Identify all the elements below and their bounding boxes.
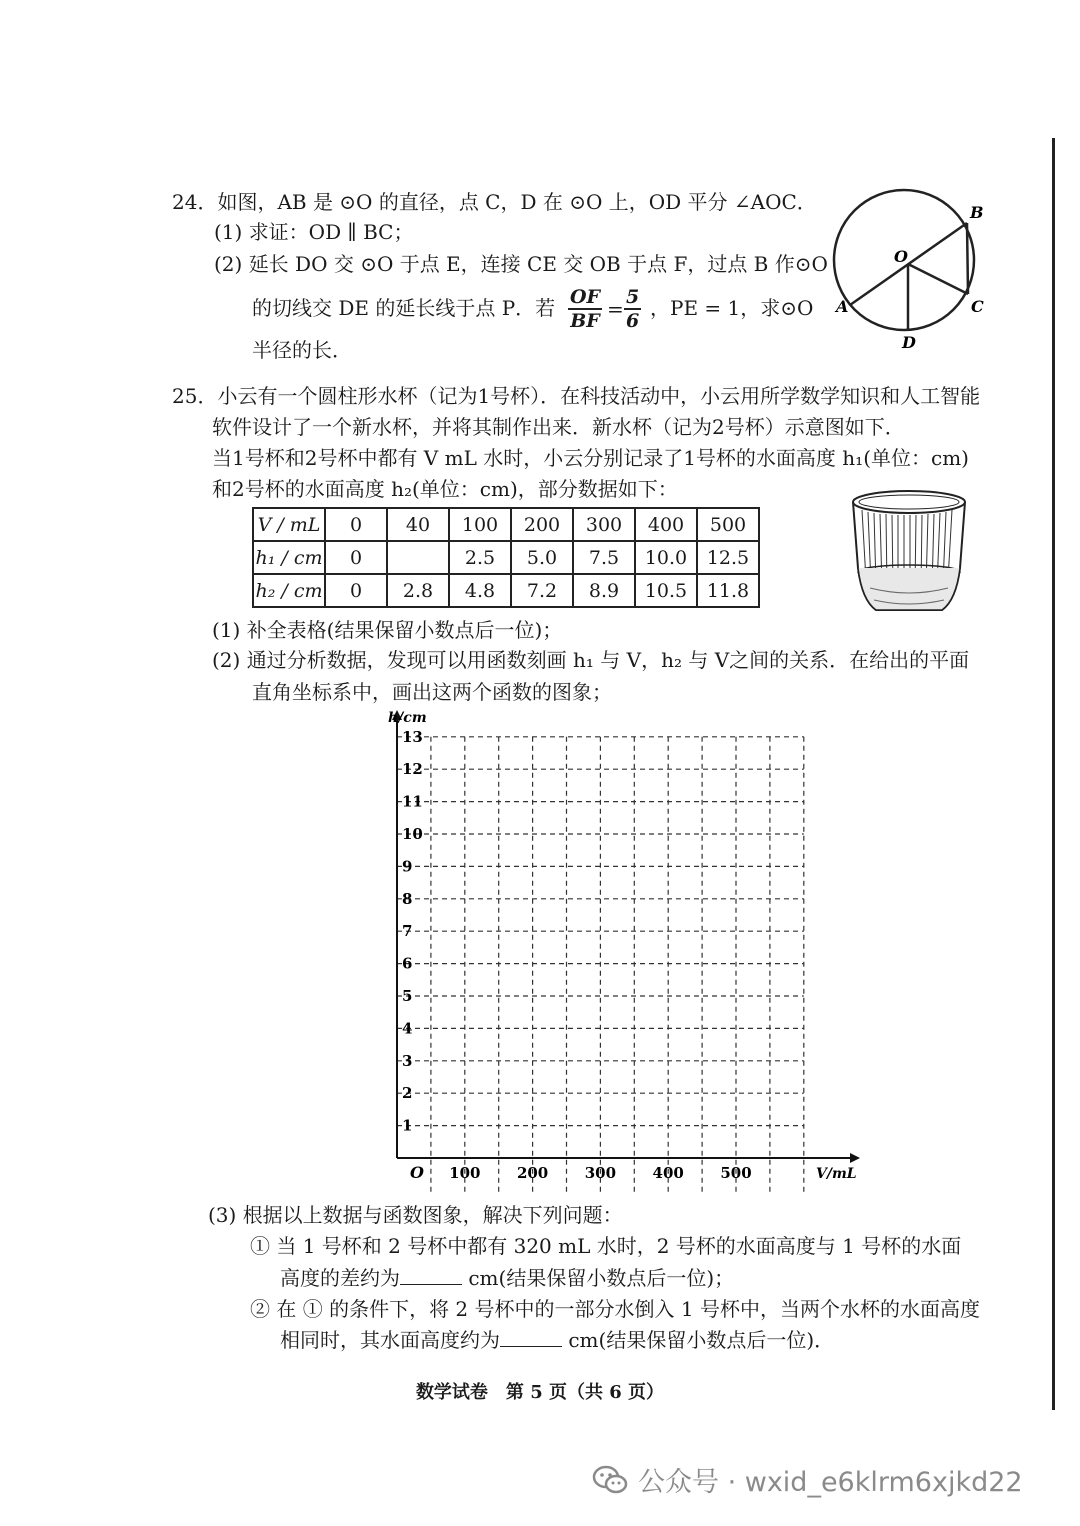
table-row xyxy=(253,574,759,607)
x-tick-label: 200 xyxy=(516,1164,549,1182)
table-cell: 12.5 xyxy=(697,541,759,574)
fraction-numerator: OF xyxy=(570,286,601,308)
q24-part2-line1: (2) 延长 DO 交 ⊙O 于点 E，连接 CE 交 OB 于点 F，过点 B 作⊙O xyxy=(214,252,828,276)
watermark xyxy=(592,1460,1023,1499)
y-tick-label: 1 xyxy=(402,1116,413,1135)
q25-sub1-line1: ① 当 1 号杯和 2 号杯中都有 320 mL 水时，2 号杯的水面高度与 1 号杯的水面 xyxy=(250,1234,962,1258)
table-cell: h₂ / cm xyxy=(253,574,325,607)
y-tick-label: 8 xyxy=(402,889,413,908)
table-cell: 40 xyxy=(387,508,449,541)
label-c: C xyxy=(971,297,984,316)
q25-sub2-line1: ② 在 ① 的条件下，将 2 号杯中的一部分水倒入 1 号杯中，当两个水杯的水面高度 xyxy=(250,1297,980,1321)
table-cell: 300 xyxy=(573,508,635,541)
cup-illustration xyxy=(848,488,970,624)
watermark-text: 公众号 · wxid_e6klrm6xjkd22 xyxy=(638,1467,1023,1498)
sub1-text-pre: 高度的差约为 xyxy=(280,1266,400,1290)
equals-sign: = xyxy=(607,297,624,321)
table-cell: 2.5 xyxy=(449,541,511,574)
table-cell: 0 xyxy=(325,541,387,574)
table-cell: 11.8 xyxy=(697,574,759,607)
label-o: O xyxy=(894,247,908,266)
q25-line2: 软件设计了一个新水杯，并将其制作出来．新水杯（记为2号杯）示意图如下． xyxy=(212,415,905,439)
sub2-text-pre: 相同时，其水面高度约为 xyxy=(280,1328,500,1352)
q24-part2-line2-pre: 的切线交 DE 的延长线于点 P．若 xyxy=(252,296,556,320)
q25-sub1-line2 xyxy=(280,1266,734,1290)
label-d: D xyxy=(902,333,916,352)
table-cell: 200 xyxy=(511,508,573,541)
table-cell: 5.0 xyxy=(511,541,573,574)
label-a: A xyxy=(836,297,849,316)
answer-blank-1[interactable] xyxy=(400,1266,462,1285)
x-tick-label: 400 xyxy=(652,1164,684,1182)
q24-line1: 24．如图，AB 是 ⊙O 的直径，点 C，D 在 ⊙O 上，OD 平分 ∠AOC． xyxy=(172,190,817,214)
table-cell: 8.9 xyxy=(573,574,635,607)
y-tick-label: 12 xyxy=(402,760,423,779)
table-cell: 10.5 xyxy=(635,574,697,607)
fraction-numerator: 5 xyxy=(626,286,640,308)
data-table xyxy=(252,507,760,608)
q25-part2-line2: 直角坐标系中，画出这两个函数的图象； xyxy=(252,680,612,704)
fraction-denominator: BF xyxy=(570,310,600,332)
q25-part1: (1) 补全表格(结果保留小数点后一位)； xyxy=(212,618,563,642)
table-cell: h₁ / cm xyxy=(253,541,325,574)
q25-part2-line1: (2) 通过分析数据，发现可以用函数刻画 h₁ 与 V，h₂ 与 V之间的关系．在给出的平面 xyxy=(212,648,970,672)
q24-part2-line2-post: ，PE = 1，求⊙O xyxy=(650,296,814,320)
q24-part1: (1) 求证：OD ∥ BC； xyxy=(214,220,414,244)
table-cell: 0 xyxy=(325,508,387,541)
fraction-5-6 xyxy=(624,286,641,332)
x-axis-label: V/mL xyxy=(816,1166,857,1182)
wechat-logo-icon xyxy=(592,1462,628,1498)
label-b: B xyxy=(970,203,984,222)
circle-geometry-figure xyxy=(820,186,1020,356)
right-margin-rule xyxy=(1052,138,1055,1410)
q25-line4: 和2号杯的水面高度 h₂(单位：cm)，部分数据如下： xyxy=(212,477,678,501)
table-cell: V / mL xyxy=(253,508,325,541)
sub2-text-post: cm(结果保留小数点后一位)． xyxy=(568,1328,835,1352)
q25-sub2-line2 xyxy=(280,1328,834,1352)
table-row xyxy=(253,508,759,541)
table-cell: 2.8 xyxy=(387,574,449,607)
coordinate-grid xyxy=(380,706,860,1196)
x-axis-arrow-icon xyxy=(850,1153,860,1163)
y-tick-label: 3 xyxy=(402,1051,413,1070)
sub1-text-post: cm(结果保留小数点后一位)； xyxy=(468,1266,735,1290)
table-cell: 10.0 xyxy=(635,541,697,574)
y-tick-label: 4 xyxy=(402,1019,413,1038)
y-tick-label: 7 xyxy=(402,922,413,941)
y-tick-label: 11 xyxy=(402,792,423,811)
y-tick-label: 10 xyxy=(402,825,423,843)
q25-line1: 25．小云有一个圆柱形水杯（记为1号杯）．在科技活动中，小云用所学数学知识和人工智能 xyxy=(172,384,981,408)
q24-part2-line3: 半径的长． xyxy=(252,338,352,362)
y-tick-label: 13 xyxy=(402,727,423,746)
table-cell: 500 xyxy=(697,508,759,541)
x-tick-label: 100 xyxy=(449,1164,481,1182)
table-cell: 100 xyxy=(449,508,511,541)
table-row xyxy=(253,541,759,574)
y-tick-label: 9 xyxy=(402,857,413,876)
fraction-of-bf xyxy=(568,286,602,332)
q25-part3: (3) 根据以上数据与函数图象，解决下列问题： xyxy=(208,1203,623,1227)
table-cell: 400 xyxy=(635,508,697,541)
y-axis-label: h/cm xyxy=(388,710,427,726)
table-cell: 0 xyxy=(325,574,387,607)
table-cell xyxy=(387,541,449,574)
y-tick-label: 6 xyxy=(402,954,413,973)
y-tick-label: 5 xyxy=(402,987,413,1005)
table-cell: 4.8 xyxy=(449,574,511,607)
answer-blank-2[interactable] xyxy=(500,1328,562,1347)
q25-line3: 当1号杯和2号杯中都有 V mL 水时，小云分别记录了1号杯的水面高度 h₁(单位：cm) xyxy=(212,446,969,470)
page-footer: 数学试卷 第 5 页（共 6 页） xyxy=(415,1382,665,1403)
fraction-denominator: 6 xyxy=(626,310,640,332)
y-tick-label: 2 xyxy=(402,1084,413,1103)
table-cell: 7.2 xyxy=(511,574,573,607)
x-tick-label: 300 xyxy=(584,1164,617,1182)
origin-label: O xyxy=(410,1163,424,1182)
table-cell: 7.5 xyxy=(573,541,635,574)
x-tick-label: 500 xyxy=(720,1164,752,1182)
